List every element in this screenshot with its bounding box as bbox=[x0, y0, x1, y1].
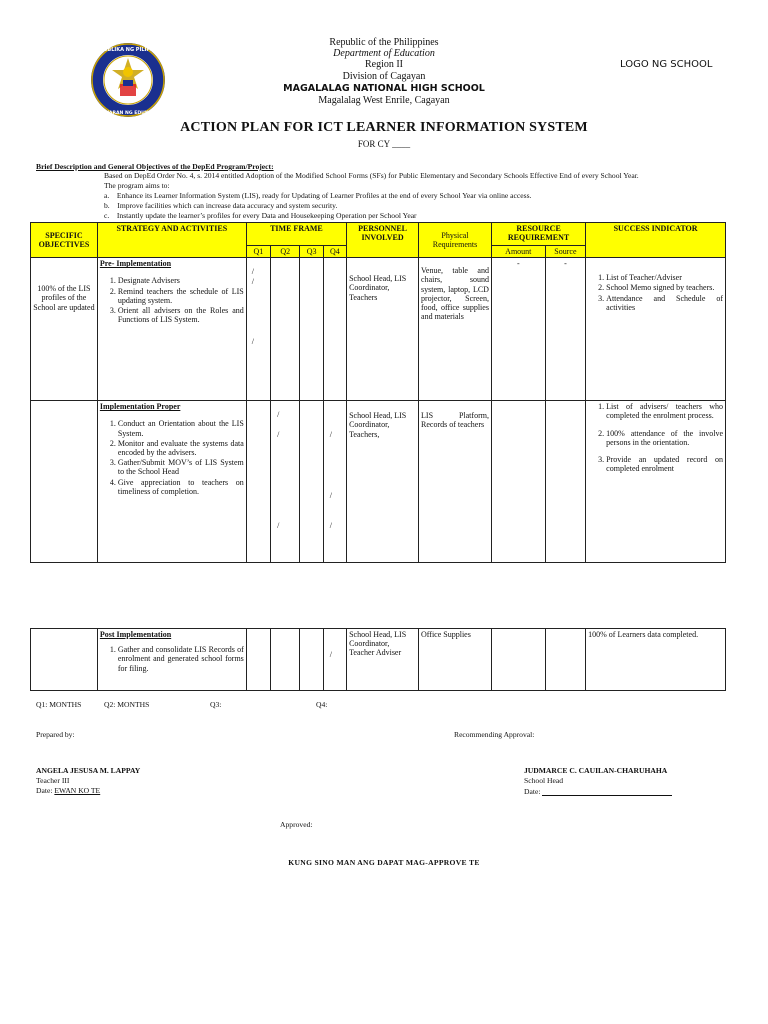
q2-cell bbox=[271, 258, 300, 401]
list-item: 2. 100% attendance of the involve persons in the orientation. bbox=[606, 429, 723, 447]
preparer-position: Teacher III bbox=[36, 776, 70, 785]
check-mark: / bbox=[329, 521, 332, 531]
personnel-cell: School Head, LIS Coordinator, Teachers bbox=[347, 258, 419, 401]
seal-bottom-text: KAGAWARAN NG EDUKASYON bbox=[90, 111, 166, 116]
col-q2: Q2 bbox=[271, 246, 300, 258]
country-line: Republic of the Philippines bbox=[329, 37, 439, 48]
school-name: MAGALALAG NATIONAL HIGH SCHOOL bbox=[283, 83, 485, 94]
approved-label: Approved: bbox=[280, 820, 313, 829]
source-cell bbox=[545, 401, 586, 563]
quarter-q1: Q1: MONTHS bbox=[36, 700, 82, 709]
q1-cell bbox=[246, 401, 270, 563]
document-title: ACTION PLAN FOR ICT LEARNER INFORMATION SYSTEM bbox=[180, 120, 588, 135]
col-resource-requirement: RESOURCE REQUIREMENT bbox=[491, 223, 585, 246]
list-item: 2. Monitor and evaluate the systems data encoded by the advisers. bbox=[118, 439, 244, 457]
list-item: 1. Gather and consolidate LIS Records of enrolment and generated school forms for filing. bbox=[118, 645, 244, 673]
brief-aim-a: a. Enhance its Learner Information System (LIS), ready for Updating of Learner Profiles at the end of every School Year via online access. bbox=[104, 191, 532, 200]
col-q4: Q4 bbox=[323, 246, 346, 258]
school-address: Magalalag West Enrile, Cagayan bbox=[318, 95, 450, 106]
objective-cell-empty bbox=[31, 401, 98, 563]
success-cell bbox=[586, 258, 726, 401]
q4-cell bbox=[323, 401, 346, 563]
check-mark: / bbox=[277, 521, 280, 531]
table-row-implementation bbox=[31, 401, 726, 563]
phase-label: Implementation Proper bbox=[99, 402, 181, 412]
check-mark: / bbox=[277, 410, 280, 420]
q3-cell bbox=[300, 401, 323, 563]
list-item: 3. Attendance and Schedule of activities bbox=[606, 294, 723, 312]
list-item: 1. List of Teacher/Adviser bbox=[606, 273, 723, 282]
preparer-date: Date: EWAN KO TE bbox=[36, 786, 101, 795]
brief-line-2: The program aims to: bbox=[104, 181, 170, 190]
col-q3: Q3 bbox=[300, 246, 323, 258]
objective-cell-empty bbox=[31, 629, 98, 691]
col-personnel: PERSONNEL INVOLVED bbox=[347, 223, 419, 258]
success-cell: 100% of Learners data completed. bbox=[586, 629, 726, 691]
department-line: Department of Education bbox=[333, 48, 435, 59]
col-q1: Q1 bbox=[246, 246, 270, 258]
list-item: 4. Give appreciation to teachers on timeliness of completion. bbox=[118, 478, 244, 496]
list-item: 2. Remind teachers the schedule of LIS updating system. bbox=[118, 287, 244, 305]
phase-label: Post Implementation bbox=[99, 630, 172, 639]
check-mark: / bbox=[251, 337, 254, 347]
objective-cell: 100% of the LIS profiles of the School are updated bbox=[31, 258, 98, 401]
brief-heading: Brief Description and General Objectives of the DepEd Program/Project: bbox=[36, 162, 274, 171]
recommender-position: School Head bbox=[524, 776, 564, 785]
recommending-approval-label: Recommending Approval: bbox=[454, 730, 535, 739]
check-mark: / bbox=[251, 277, 254, 287]
source-cell bbox=[545, 629, 586, 691]
physical-cell: Office Supplies bbox=[418, 629, 491, 691]
success-cell bbox=[586, 401, 726, 563]
brief-line-1: Based on DepEd Order No. 4, s. 2014 entitled Adoption of the Modified School Forms (SFs) for Public Elementary and Secondary Schools Effective End of every School Year. bbox=[104, 171, 639, 180]
amount-cell bbox=[491, 629, 545, 691]
amount-cell: - bbox=[491, 258, 545, 401]
list-item: 1. Designate Advisers bbox=[118, 276, 244, 285]
brief-aim-b: b. Improve facilities which can increase data accuracy and system security. bbox=[104, 201, 338, 210]
q4-cell bbox=[323, 258, 346, 401]
table-row-post-implementation bbox=[31, 629, 726, 691]
list-item: 1. Conduct an Orientation about the LIS System. bbox=[118, 419, 244, 437]
physical-cell: LIS Platform, Records of teachers bbox=[419, 401, 492, 563]
quarter-q3: Q3: bbox=[210, 700, 222, 709]
list-item: 1. List of advisers/ teachers who completed the enrolment process. bbox=[606, 402, 723, 420]
col-strategy-activities: STRATEGY AND ACTIVITIES bbox=[97, 223, 246, 258]
col-specific-objectives: SPECIFIC OBJECTIVES bbox=[31, 223, 98, 258]
q4-cell bbox=[323, 629, 346, 691]
col-success-indicator: SUCCESS INDICATOR bbox=[586, 223, 726, 258]
seal-top-text: REPUBLIKA NG PILIPINAS bbox=[92, 47, 164, 53]
check-mark: / bbox=[329, 650, 332, 659]
approver-name: KUNG SINO MAN ANG DAPAT MAG-APPROVE TE bbox=[288, 858, 480, 867]
col-source: Source bbox=[545, 246, 586, 258]
prepared-by-label: Prepared by: bbox=[36, 730, 75, 739]
preparer-date-value: EWAN KO TE bbox=[54, 786, 101, 795]
physical-cell: Venue, table and chairs, sound system, laptop, LCD projector, Screen, food, office supplies and materials bbox=[419, 258, 492, 401]
school-logo-placeholder: LOGO NG SCHOOL bbox=[620, 59, 713, 70]
implementation-activities bbox=[97, 401, 246, 563]
date-signature-line bbox=[542, 786, 672, 796]
division-line: Division of Cagayan bbox=[342, 71, 426, 82]
brief-aim-c: c. Instantly update the learner’s profiles for every Data and Housekeeping Operation per School Year bbox=[104, 211, 417, 220]
post-implementation-activities bbox=[97, 629, 246, 691]
phase-label: Pre- Implementation bbox=[99, 259, 172, 269]
q1-cell bbox=[246, 629, 270, 691]
region-line: Region II bbox=[364, 59, 404, 70]
list-item: 3. Gather/Submit MOV’s of LIS System to the School Head bbox=[118, 458, 244, 476]
recommender-date: Date: bbox=[524, 786, 672, 796]
table-header-row bbox=[31, 223, 726, 246]
q2-cell bbox=[271, 401, 300, 563]
check-mark: / bbox=[277, 430, 280, 440]
list-item: 3. Provide an updated record on completed enrolment bbox=[606, 455, 723, 473]
check-mark: / bbox=[251, 267, 254, 277]
for-cy: FOR CY ____ bbox=[357, 139, 411, 149]
personnel-cell: School Head, LIS Coordinator, Teachers, bbox=[347, 401, 419, 563]
col-time-frame: TIME FRAME bbox=[246, 223, 346, 246]
list-item: 2. School Memo signed by teachers. bbox=[606, 283, 723, 292]
post-implementation-table bbox=[30, 628, 726, 691]
source-cell: - bbox=[545, 258, 586, 401]
q2-cell bbox=[271, 629, 300, 691]
q3-cell bbox=[300, 629, 323, 691]
amount-cell bbox=[491, 401, 545, 563]
quarter-q2: Q2: MONTHS bbox=[104, 700, 150, 709]
quarter-q4: Q4: bbox=[316, 700, 328, 709]
q1-cell bbox=[246, 258, 270, 401]
pre-implementation-activities bbox=[97, 258, 246, 401]
recommender-name: JUDMARCE C. CAUILAN-CHARUHAHA bbox=[524, 766, 668, 775]
q3-cell bbox=[300, 258, 323, 401]
list-item: 3. Orient all advisers on the Roles and Functions of LIS System. bbox=[118, 306, 244, 324]
table-row-pre-implementation bbox=[31, 258, 726, 401]
personnel-cell: School Head, LIS Coordinator, Teacher Adviser bbox=[347, 629, 419, 691]
preparer-name: ANGELA JESUSA M. LAPPAY bbox=[36, 766, 141, 775]
check-mark: / bbox=[329, 430, 332, 440]
col-physical-requirements: Physical Requirements bbox=[419, 223, 492, 258]
check-mark: / bbox=[329, 491, 332, 501]
action-plan-table bbox=[30, 222, 726, 563]
col-amount: Amount bbox=[491, 246, 545, 258]
